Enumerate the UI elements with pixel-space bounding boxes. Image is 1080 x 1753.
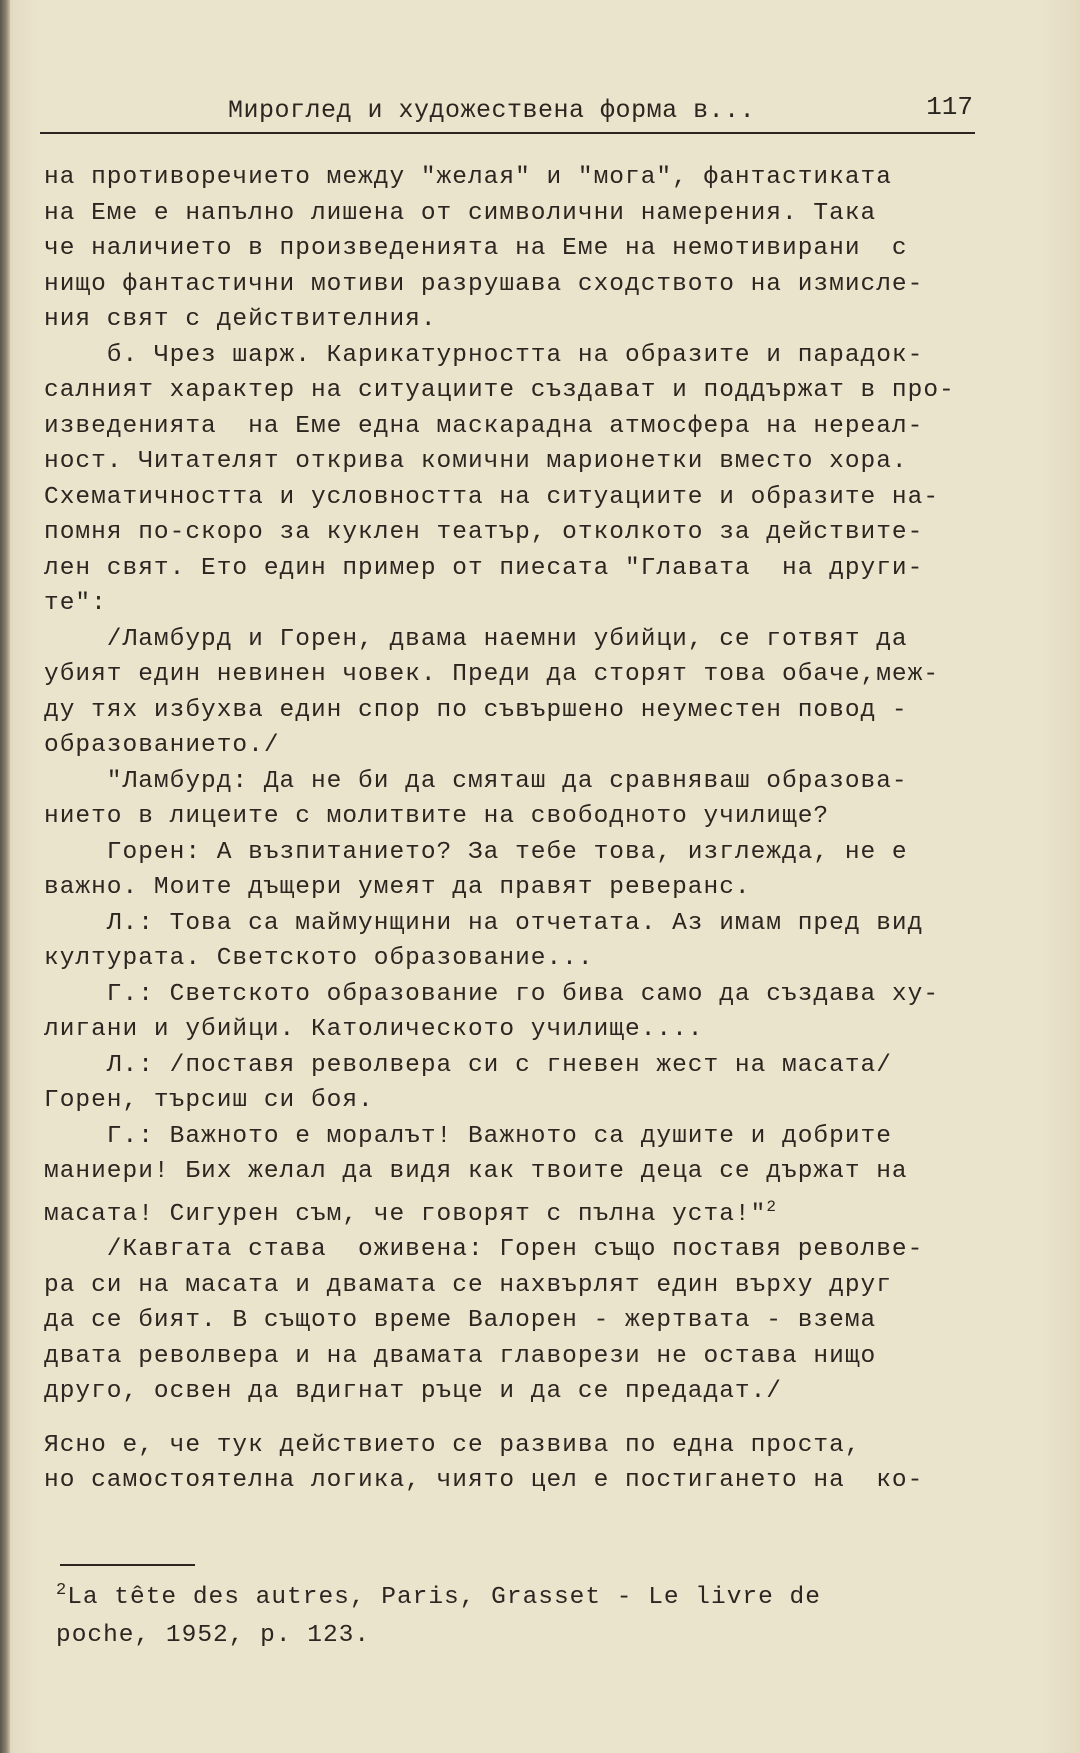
footnote-rule (60, 1564, 195, 1566)
text-line: ния свят с действителния. (44, 306, 437, 333)
text-line: да се бият. В същото време Валорен - жертвата - взема (44, 1307, 877, 1334)
text-line: изведенията на Еме една маскарадна атмосфера на нереал- (44, 412, 924, 440)
paragraph-gap (44, 1410, 999, 1428)
text-line: Схематичността и условността на ситуациите и образите на- (44, 483, 940, 511)
text-line: на противоречието между "желая" и "мога", фантастиката (44, 164, 892, 191)
text-line: Горен, търсиш си боя. (44, 1087, 374, 1114)
text-line: че наличието в произведенията на Еме на немотивирани с (44, 235, 908, 262)
running-title: Мироглед и художествена форма в... (228, 96, 756, 125)
text-line: Л.: /поставя револвера си с гневен жест на масата/ (44, 1051, 892, 1079)
text-line: на Еме е напълно лишена от символични намерения. Така (44, 199, 877, 227)
text-line: ност. Читателят открива комични марионетки вместо хора. (44, 448, 908, 475)
text-line: /Ламбурд и Горен, двама наемни убийци, се готвят да (44, 625, 908, 653)
text-line: друго, освен да вдигнат ръце и да се предадат./ (44, 1378, 783, 1405)
running-header (40, 92, 975, 134)
text-line: Г.: Важното е моралът! Важното са душите и добрите (44, 1122, 892, 1150)
text-line: маниери! Бих желал да видя как твоите деца се държат на (44, 1158, 908, 1185)
text-line: ду тях избухва един спор по съвършено неуместен повод - (44, 696, 908, 724)
text-line: двата револвера и на двамата главорези не остава нищо (44, 1342, 877, 1370)
footnote (56, 1572, 956, 1655)
text-line: Горен: А възпитанието? За тебе това, изглежда, не е (44, 838, 908, 866)
footnote-line: poche, 1952, p. 123. (56, 1622, 371, 1649)
text-line: /Кавгата става оживена: Горен също поставя револве- (44, 1236, 924, 1263)
text-line: помня по-скоро за куклен театър, отколкото за действите- (44, 519, 924, 546)
text-line: б. Чрез шарж. Карикатурността на образите и парадок- (44, 341, 924, 369)
footnote-reference: 2 (766, 1197, 777, 1216)
text-line: масата! Сигурен съм, че говорят с пълна уста!" (44, 1200, 767, 1228)
body-text (44, 160, 999, 1499)
footnote-line: La tête des autres, Paris, Grasset - Le livre de (67, 1584, 821, 1611)
text-line: нищо фантастични мотиви разрушава сходството на измисле- (44, 270, 924, 298)
book-spine (0, 0, 10, 1753)
text-line-with-footnote-ref (44, 1190, 999, 1233)
text-line: Г.: Светското образование го бива само да създава ху- (44, 980, 940, 1008)
page-number: 117 (926, 92, 973, 122)
text-line: образованието./ (44, 732, 280, 759)
text-line: салният характер на ситуациите създават и поддържат в про- (44, 377, 955, 404)
text-line: културата. Светското образование... (44, 945, 594, 972)
footnote-marker: 2 (56, 1581, 68, 1600)
text-line: "Ламбурд: Да не би да смяташ да сравняваш образова- (44, 767, 908, 795)
text-line: ра си на масата и двамата се нахвърлят един върху друг (44, 1271, 892, 1299)
text-line: но самостоятелна логика, чиято цел е постигането на ко- (44, 1467, 924, 1494)
text-line: Л.: Това са маймунщини на отчетата. Аз имам пред вид (44, 909, 924, 937)
text-line: те": (44, 590, 107, 617)
text-line: убият един невинен човек. Преди да сторят това обаче,меж- (44, 661, 940, 688)
text-line: Ясно е, че тук действието се развива по една проста, (44, 1431, 861, 1459)
text-line: лен свят. Ето един пример от пиесата "Главата на други- (44, 554, 924, 582)
text-line: нието в лицеите с молитвите на свободното училище? (44, 803, 830, 830)
text-line: лигани и убийци. Католическото училище.... (44, 1016, 704, 1043)
text-line: важно. Моите дъщери умеят да правят реверанс. (44, 874, 751, 901)
